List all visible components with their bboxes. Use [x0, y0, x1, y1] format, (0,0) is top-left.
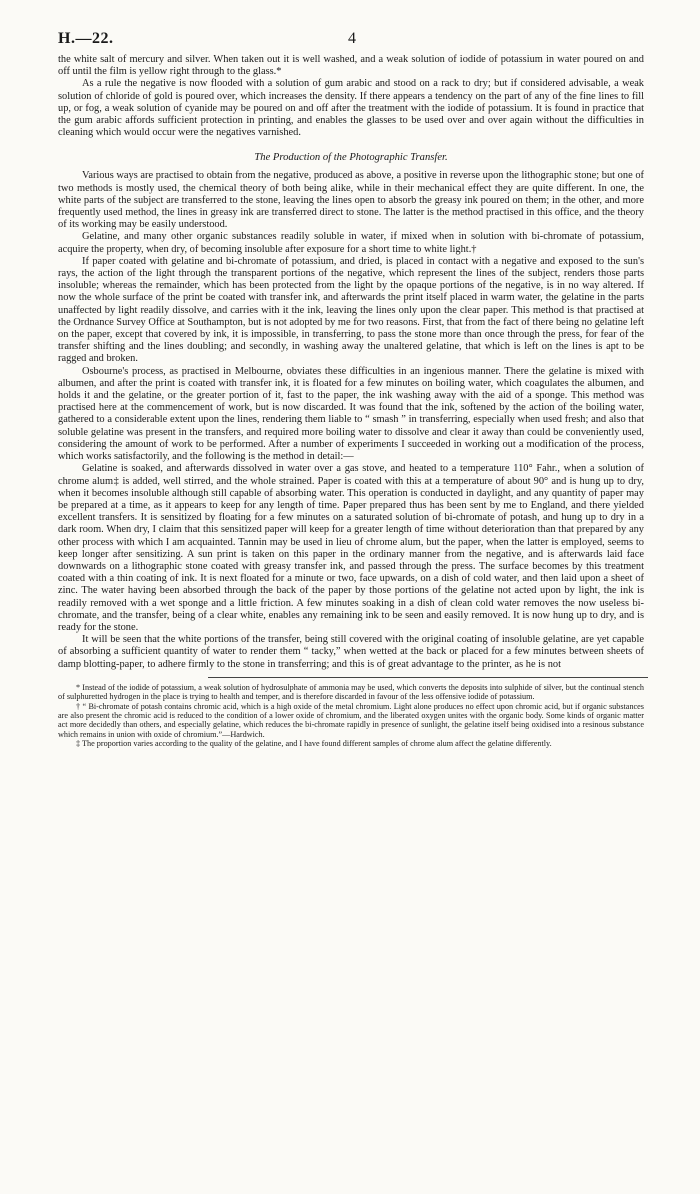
footnotes — [58, 683, 644, 749]
paragraph: As a rule the negative is now flooded with a solution of gum arabic and stood on a rack to dry; but if considered advisable, a weak solution of chloride of gold is poured over, which increases the density. If there appears a tendency on the part of any of the fine lines to fill up, or fog, a weak solution of cyanide may be poured on and off after the treatment with the iodide of potassium. It is found in practice that the gum arabic affords sufficient protection in printing, and enables the glasses to be used over and over again without the difficulties in cleaning which would occur were the negatives varnished. — [58, 78, 644, 139]
footnote: * Instead of the iodide of potassium, a weak solution of hydrosulphate of ammonia may be used, which converts the deposits into sulphide of silver, but the continual stench of sulphuretted hydrogen in the place is trying to health and temper, and is therefore discarded in favour of the less offensive iodide of potassium. — [58, 682, 644, 702]
body-text — [58, 54, 644, 671]
footnote: † “ Bi-chromate of potash contains chromic acid, which is a high oxide of the metal chromium. Light alone produces no effect upon chromic acid, but if organic substances are also present the chromic acid is reduced to the condition of a lower oxide of chromium, and the liberated oxygen unites with the organic body. Some kinds of organic matter act more decidedly than others, and especially gelatine, which reduces the bi-chromate rapidly in presence of sunlight, the gelatine itself being oxidised into a resinous substance which remains in union with oxide of chromium.”—Hardwich. — [58, 701, 644, 739]
document-page — [58, 30, 644, 749]
paragraph: If paper coated with gelatine and bi-chromate of potassium, and dried, is placed in contact with a negative and exposed to the sun's rays, the action of the light through the transparent portions of the negative, which represent the lines of the subject, renders those parts insoluble; whereas the remainder, which has been protected from the light by the opaque portions of the negative, is in no way altered. If now the whole surface of the print be coated with transfer ink, and afterwards the print itself placed in warm water, the gelatine in the parts unaffected by light readily dissolve, and carries with it the ink, leaving the lines only upon the clear paper. This method is that practised at the Ordnance Survey Office at Southampton, but is not adopted by me for two reasons. First, that from the fact of there being no gelatine left on the paper, except that covered by ink, it is impossible, in transferring, to pass the stone more than once through the press, for fear of the transfer shifting and the lines doubling; and secondly, in washing away the unaltered gelatine, that which is left on the lines is apt to be ragged and broken. — [58, 255, 644, 365]
paragraph: Various ways are practised to obtain from the negative, produced as above, a positive in reverse upon the lithographic stone; but one of two methods is mostly used, the chemical theory of both being alike, while in their mechanical effect they are quite different. In one, the white parts of the subject are transferred to the stone, leaving the lines open to absorb the greasy ink poured on them; in the other, and more frequently used method, the lines in greasy ink are transferred direct to stone. The latter is the method practised in this office, and the theory of its working may be easily understood. — [58, 170, 644, 231]
footnote-divider — [208, 677, 648, 678]
paragraph: Gelatine is soaked, and afterwards dissolved in water over a gas stove, and heated to a temperature 110° Fahr., when a solution of chrome alum‡ is added, well stirred, and the whole strained. Paper is coated with this at a temperature of about 90° and is hung up to dry, when it becomes insoluble although still capable of absorbing water. This operation is conducted in daylight, and any quantity of paper may be prepared at a time, as it appears to keep for any length of time. Paper prepared thus has been sent by me to England, and there yielded excellent transfers. It is sensitized by floating for a few minutes on a saturated solution of bi-chromate of potash, and hung up to dry in a dark room. When dry, I claim that this sensitized paper will keep for a greater length of time without deterioration than that prepared by any other process with which I am acquainted. Tannin may be used in lieu of chrome alum, but the paper, when the latter is employed, seems to keep longer after sensitizing. A sun print is taken on this paper in the ordinary manner from the negative, and is afterwards laid face downwards on a lithographic stone coated with greasy transfer ink, and passed through the press. The surface becomes by this treatment coated with a thin coating of ink. It is next floated for a minute or two, face upwards, on a dish of cold water, and then laid upon a sheet of zinc. The water having been absorbed through the back of the paper by those portions of the gelatine not acted upon by light, the ink is readily removed with a wet sponge and a little friction. A few minutes soaking in a dish of clean cold water removes the now useless bi-chromate, and the transfer, being of a clear white, enables any remaining ink to be seen and easily removed. It is now hung up to dry, and is ready for the stone. — [58, 463, 644, 633]
paragraph: the white salt of mercury and silver. When taken out it is well washed, and a weak solution of iodide of potassium in water poured on and off until the film is yellow right through to the glass.* — [58, 54, 644, 78]
paragraph: It will be seen that the white portions of the transfer, being still covered with the original coating of insoluble gelatine, are yet capable of absorbing a sufficient quantity of water to render them “ tacky,” when wetted at the back or placed for a few minutes between sheets of damp blotting-paper, to adhere firmly to the stone in transferring; and this is of great advantage to the printer, as he is not — [58, 634, 644, 670]
paragraph: Gelatine, and many other organic substances readily soluble in water, if mixed when in solution with bi-chromate of potassium, acquire the property, when dry, of becoming insoluble after exposure for a short time to white light.† — [58, 231, 644, 255]
paragraph: Osbourne's process, as practised in Melbourne, obviates these difficulties in an ingenious manner. There the gelatine is mixed with albumen, and after the print is coated with transfer ink, it is floated for a few minutes on boiling water, which coagulates the albumen, and holds it and the gelatine, or the greater portion of it, fast to the paper, the ink washing away with the aid of a sponge. This method was practised here at the commencement of work, but is now discarded. It was found that the ink, softened by the action of the boiling water, gathered to a considerable extent upon the lines, rendering them liable to “ smash ” in transferring, especially when used fresh; and also that soluble gelatine was present in the transfers, and required more boiling water to dissolve and clear it away than could be conveniently used, considering the amount of work to be performed. After a number of experiments I succeeded in working out a modification of the process, which works satisfactorily, and the following is the method in detail:— — [58, 365, 644, 463]
document-reference: H.—22. — [58, 30, 114, 47]
footnote: ‡ The proportion varies according to the quality of the gelatine, and I have found different samples of chrome alum affect the gelatine differently. — [76, 739, 552, 749]
section-title: The Production of the Photographic Transfer. — [254, 152, 448, 164]
page-number: 4 — [348, 30, 356, 47]
page-header — [58, 30, 644, 54]
